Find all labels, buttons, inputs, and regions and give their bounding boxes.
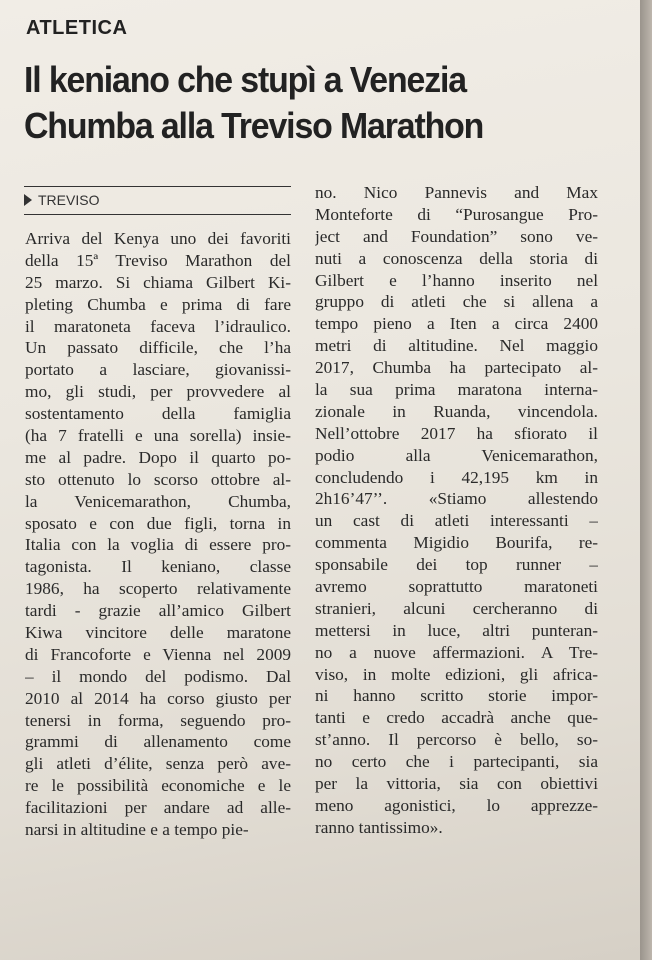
article-line: tempo pieno a Iten a circa 2400 bbox=[315, 314, 598, 334]
article-line: Nell’ottobre 2017 ha sfiorato il bbox=[315, 423, 598, 443]
article-line: (ha 7 fratelli e una sorella) insie- bbox=[25, 426, 291, 446]
article-line: 1986, ha scoperto relativamente bbox=[25, 579, 291, 599]
article-line: tanti e credo accadrà anche que- bbox=[315, 708, 598, 728]
article-line: mettersi in luce, altri punteran- bbox=[315, 620, 598, 640]
headline-line-2: Chumba alla Treviso Marathon bbox=[24, 105, 484, 146]
article-line: ranno tantissimo». bbox=[315, 817, 443, 837]
article-line: gruppo di atleti che si allena a bbox=[315, 292, 598, 312]
article-line: Kiwa vincitore delle maratone bbox=[25, 623, 291, 643]
headline bbox=[24, 57, 483, 149]
dateline-rule-top bbox=[24, 186, 291, 187]
article-line: mo, gli studi, per provvedere al bbox=[25, 382, 291, 402]
article-column-right bbox=[315, 182, 598, 839]
dateline bbox=[24, 192, 99, 208]
article-line: no a nuove affermazioni. A Tre- bbox=[315, 642, 598, 662]
article-line: 2017, Chumba ha partecipato al- bbox=[315, 358, 598, 378]
article-line: Arriva del Kenya uno dei favoriti bbox=[25, 229, 291, 248]
article-line: 25 marzo. Si chiama Gilbert Ki- bbox=[25, 272, 291, 292]
article-line: Gilbert e l’hanno inserito nel bbox=[315, 270, 598, 290]
section-tag: ATLETICA bbox=[26, 17, 128, 39]
article-line: metri di altitudine. Nel maggio bbox=[315, 336, 598, 356]
headline-line-1: Il keniano che stupì a Venezia bbox=[24, 59, 466, 100]
article-line: zionale in Ruanda, vincendola. bbox=[315, 401, 598, 421]
article-line: tenersi in forma, seguendo pro- bbox=[25, 710, 291, 730]
article-line: un cast di atleti interessanti – bbox=[315, 511, 598, 531]
article-line: Un passato difficile, che l’ha bbox=[25, 338, 291, 358]
article-line: re le possibilità economiche e le bbox=[25, 776, 291, 796]
article-line: nuti a conoscenza della storia di bbox=[315, 248, 598, 268]
article-line: gli atleti d’élite, senza però ave- bbox=[25, 754, 291, 774]
article-line: portato a lasciare, giovanissi- bbox=[25, 360, 291, 380]
article-line: ject and Foundation” sono ve- bbox=[315, 226, 598, 246]
article-line: sostentamento della famiglia bbox=[25, 404, 291, 424]
article-line: st’anno. Il percorso è bello, so- bbox=[315, 730, 598, 750]
article-line: 2h16’47’’. «Stiamo allestendo bbox=[315, 489, 598, 509]
article-line: sposato e con due figli, torna in bbox=[25, 513, 291, 533]
article-line: 2010 al 2014 ha corso giusto per bbox=[25, 688, 291, 708]
article-line: concludendo i 42,195 km in bbox=[315, 467, 598, 487]
article-line: stranieri, alcuni cercheranno di bbox=[315, 598, 598, 618]
article-column-left bbox=[25, 228, 291, 841]
article-line: pleting Chumba e prima di fare bbox=[25, 294, 291, 314]
article-line: viso, in molte edizioni, gli africa- bbox=[315, 664, 598, 684]
dateline-text: TREVISO bbox=[38, 192, 100, 208]
article-line: ni hanno scritto storie impor- bbox=[315, 686, 598, 706]
article-line: Monteforte di “Purosangue Pro- bbox=[315, 204, 598, 224]
article-line: podio alla Venicemarathon, bbox=[315, 445, 598, 465]
dateline-rule-bottom bbox=[24, 214, 291, 215]
article-line: commenta Migidio Bourifa, re- bbox=[315, 533, 598, 553]
background-surface bbox=[640, 0, 652, 960]
dateline-marker-icon bbox=[24, 194, 32, 206]
article-line: – il mondo del podismo. Dal bbox=[25, 666, 291, 686]
article-line: sponsabile dei top runner – bbox=[315, 555, 598, 575]
article-line: no certo che i partecipanti, sia bbox=[315, 752, 598, 772]
article-line: narsi in altitudine e a tempo pie- bbox=[25, 820, 249, 840]
article-line: della 15ª Treviso Marathon del bbox=[25, 250, 291, 270]
article-line: no. Nico Pannevis and Max bbox=[315, 183, 598, 202]
article-line: la sua prima maratona interna- bbox=[315, 380, 598, 400]
article-line: Italia con la voglia di essere pro- bbox=[25, 535, 291, 555]
article-line: grammi di allenamento come bbox=[25, 732, 291, 752]
article-line: il maratoneta faceva l’idraulico. bbox=[25, 316, 291, 336]
article-line: facilitazioni per andare ad alle- bbox=[25, 798, 291, 818]
article-line: sto ottenuto lo scorso ottobre al- bbox=[25, 469, 291, 489]
article-line: meno agonistici, lo apprezze- bbox=[315, 795, 598, 815]
article-line: avremo soprattutto maratoneti bbox=[315, 577, 598, 597]
article-line: la Venicemarathon, Chumba, bbox=[25, 491, 291, 511]
article-line: tardi - grazie all’amico Gilbert bbox=[25, 601, 291, 621]
article-line: per la vittoria, sia con obiettivi bbox=[315, 774, 598, 794]
article-line: tagonista. Il keniano, classe bbox=[25, 557, 291, 577]
article-line: di Francoforte e Vienna nel 2009 bbox=[25, 644, 291, 664]
article-line: me al padre. Dopo il quarto po- bbox=[25, 447, 291, 467]
